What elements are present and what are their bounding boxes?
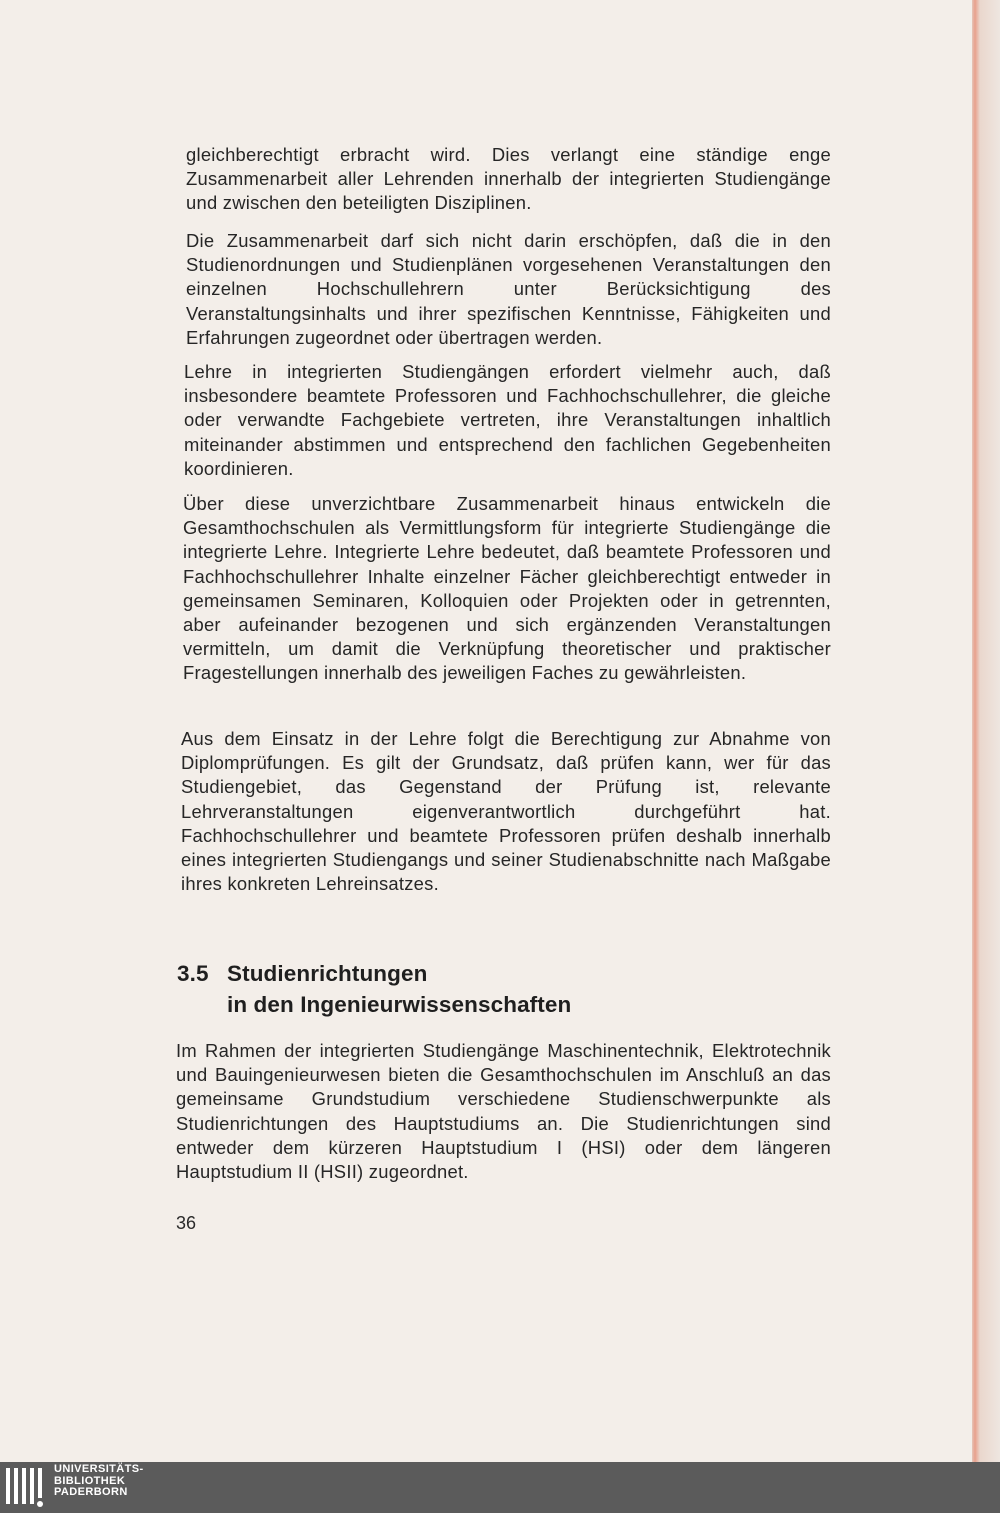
logo-line-3: PADERBORN [54,1486,128,1498]
paragraph-5: Aus dem Einsatz in der Lehre folgt die Berechtigung zur Abnahme von Diplomprüfungen. Es gilt der Grundsatz, daß prüfen kann, wer für das Studiengebiet, das Gegenstand der Prüfung ist, relevante Lehrveranstaltungen eigenverantwortlich durchgeführt hat. Fachhochschullehrer und beamtete Professoren prüfen deshalb innerhalb eines integrierten Studiengangs und seiner Studienabschnitte nach Maßgabe ihres konkreten Lehreinsatzes. [181,728,831,895]
paragraph-4: Über diese unverzichtbare Zusammenarbeit hinaus entwickeln die Gesamthochschulen als Vermittlungsform für integrierte Studiengänge die integrierte Lehre. Integrierte Lehre bedeutet, daß beamtete Professoren und Fachhochschullehrer Inhalte einzelner Fächer gleichberechtigt entweder in gemeinsamen Seminaren, Kolloquien oder Projekten oder in getrennten, aber aufeinander bezogenen und sich ergänzenden Veranstaltungen vermitteln, um damit die Verknüpfung theoretischer und praktischer Fragestellungen innerhalb des jeweiligen Faches zu gewährleisten. [183,493,831,684]
section-paragraph: Im Rahmen der integrierten Studiengänge Maschinentechnik, Elektrotechnik und Bauingenieurwesen bieten die Gesamthochschulen im Anschluß an das gemeinsame Grundstudium verschiedene Studienschwerpunkte als Studienrichtungen des Hauptstudiums an. Die Studienrichtungen sind entweder dem kürzeren Hauptstudium I (HSI) oder dem längeren Hauptstudium II (HSII) zugeordnet. [176,1040,831,1183]
library-footer [0,1462,1000,1513]
paragraph-2: Die Zusammenarbeit darf sich nicht darin erschöpfen, daß die in den Studienordnungen und Studienplänen vorgesehenen Veranstaltungen den einzelnen Hochschullehrern unter Berücksichtigung des Veranstaltungsinhalts und ihrer spezifischen Kenntnisse, Fähigkeiten und Erfahrungen zugeordnet oder übertragen werden. [186,230,831,348]
library-logo-text [54,1464,144,1499]
paragraph-3: Lehre in integrierten Studiengängen erfordert vielmehr auch, daß insbesondere beamtete Professoren und Fachhochschullehrer, die gleiche oder verwandte Fachgebiete vertreten, ihre Veranstaltungen inhaltlich miteinander abstimmen und entsprechend den fachlichen Gegebenheiten koordinieren. [184,361,831,479]
logo-line-1: UNIVERSITÄTS- [54,1463,144,1475]
section-number: 3.5 [177,961,209,986]
section-title-line1: Studienrichtungen [227,961,428,986]
section-heading [177,958,571,1020]
page-edge [972,0,1000,1462]
library-logo-icon [6,1466,44,1508]
section-title-line2: in den Ingenieurwissenschaften [227,992,572,1017]
logo-line-2: BIBLIOTHEK [54,1474,126,1487]
paragraph-1: gleichberechtigt erbracht wird. Dies verlangt eine ständige enge Zusammenarbeit aller Lehrenden innerhalb der integrierten Studiengänge und zwischen den beteiligten Disziplinen. [186,144,831,214]
page-number: 36 [176,1213,197,1233]
